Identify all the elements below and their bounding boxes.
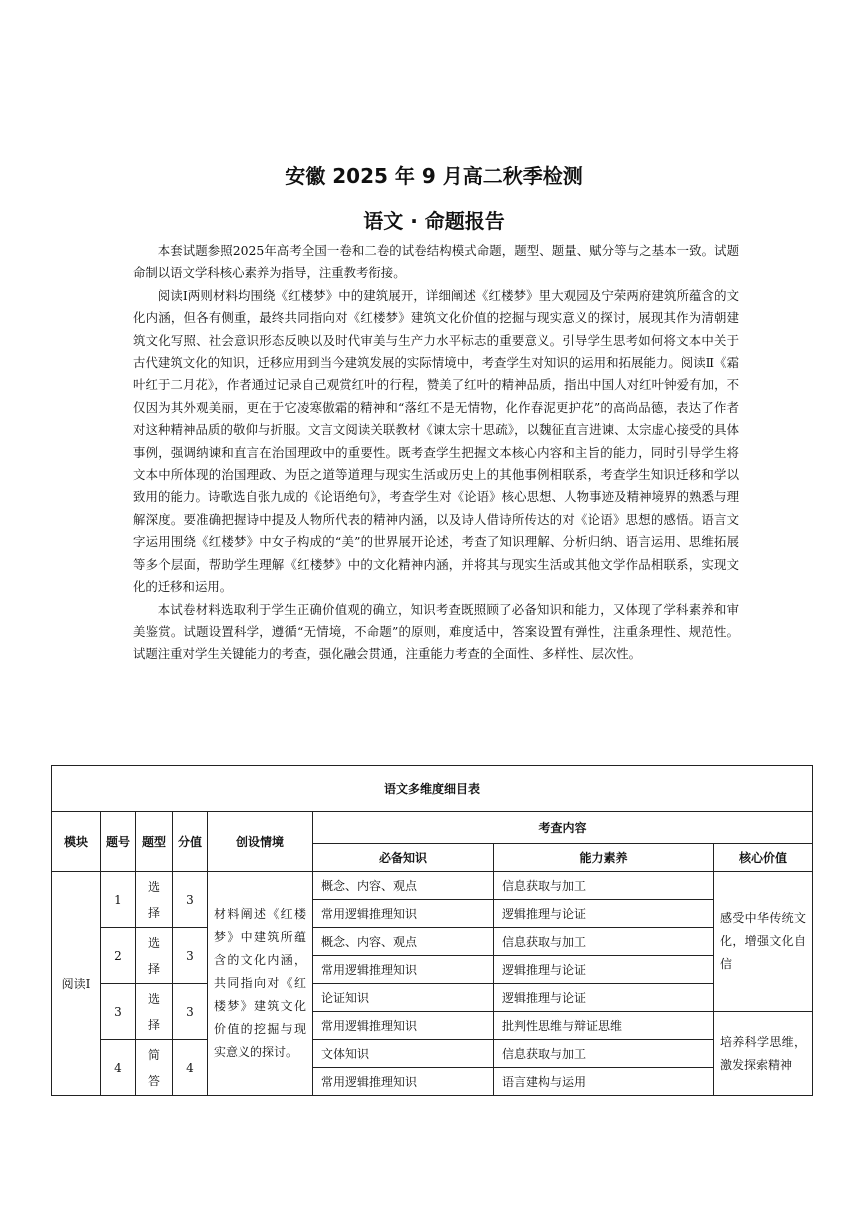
ability-cell: 信息获取与加工	[494, 928, 714, 956]
question-number: 4	[101, 1040, 136, 1096]
header-type: 题型	[136, 812, 173, 872]
table-row	[52, 928, 813, 956]
table-row	[52, 1040, 813, 1068]
knowledge-cell: 概念、内容、观点	[313, 928, 494, 956]
question-score: 4	[173, 1040, 208, 1096]
header-ability: 能力素养	[494, 844, 714, 872]
ability-cell: 逻辑推理与论证	[494, 956, 714, 984]
header-scenario: 创设情境	[208, 812, 313, 872]
knowledge-cell: 常用逻辑推理知识	[313, 1012, 494, 1040]
ability-cell: 逻辑推理与论证	[494, 900, 714, 928]
knowledge-cell: 常用逻辑推理知识	[313, 900, 494, 928]
scenario-cell: 材料阐述《红楼梦》中建筑所蕴含的文化内涵，共同指向对《红楼梦》建筑文化价值的挖掘与现实意义的探讨。	[208, 872, 313, 1096]
table-title: 语文多维度细目表	[52, 766, 813, 812]
ability-cell: 批判性思维与辩证思维	[494, 1012, 714, 1040]
knowledge-cell: 常用逻辑推理知识	[313, 1068, 494, 1096]
question-number: 1	[101, 872, 136, 928]
report-paragraph: 本试卷材料选取利于学生正确价值观的确立，知识考查既照顾了必备知识和能力，又体现了学科素养和审美鉴赏。试题设置科学，遵循“无情境，不命题”的原则，难度适中，答案设置有弹性，注重条理性、规范性。试题注重对学生关键能力的考查，强化融会贯通，注重能力考查的全面性、多样性、层次性。	[133, 601, 739, 662]
report-body	[133, 240, 739, 666]
header-content: 考查内容	[313, 812, 813, 844]
ability-cell: 信息获取与加工	[494, 872, 714, 900]
knowledge-cell: 文体知识	[313, 1040, 494, 1068]
module-cell: 阅读Ⅰ	[52, 872, 101, 1096]
table-row	[52, 984, 813, 1012]
question-number: 2	[101, 928, 136, 984]
report-paragraph: 阅读Ⅰ两则材料均围绕《红楼梦》中的建筑展开，详细阐述《红楼梦》里大观园及宁荣两府建筑所蕴含的文化内涵，但各有侧重，最终共同指向对《红楼梦》建筑文化价值的挖掘与现实意义的探讨，展现其作为清朝建筑文化写照、社会意识形态反映以及时代审美与生产力水平标志的重要意义。引导学生思考如何将文本中关于古代建筑文化的知识，迁移应用到当今建筑发展的实际情境中，考查学生对知识的运用和拓展能力。阅读Ⅱ《霜叶红于二月花》，作者通过记录自己观赏红叶的行程，赞美了红叶的精神品质，指出中国人对红叶钟爱有加，不仅因为其外观美丽，更在于它凌寒傲霜的精神和“落红不是无情物，化作春泥更护花”的高尚品德，表达了作者对这种精神品质的敬仰与折服。文言文阅读关联教材《谏太宗十思疏》，以魏征直言进谏、太宗虚心接受的具体事例，强调纳谏和直言在治国理政中的重要性。既考查学生把握文本核心内容和主旨的能力，同时引导学生将文本中所体现的治国理政、为臣之道等道理与现实生活或历史上的其他事例相联系，考查学生知识迁移和学以致用的能力。诗歌选自张九成的《论语绝句》，考查学生对《论语》核心思想、人物事迹及精神境界的熟悉与理解深度。要准确把握诗中提及人物所代表的精神内涵，以及诗人借诗所传达的对《论语》思想的感悟。语言文字运用围绕《红楼梦》中女子构成的“美”的世界展开论述，考查了知识理解、分析归纳、语言运用、思维拓展等多个层面，帮助学生理解《红楼梦》中的文化精神内涵，并将其与现实生活或其他文学作品相联系，实现文化的迁移和运用。	[133, 287, 739, 595]
header-number: 题号	[101, 812, 136, 872]
question-number: 3	[101, 984, 136, 1040]
question-type: 选择	[136, 984, 173, 1040]
document-subtitle: 语文 · 命题报告	[363, 209, 505, 233]
table-row	[52, 872, 813, 900]
question-type: 选择	[136, 928, 173, 984]
ability-cell: 逻辑推理与论证	[494, 984, 714, 1012]
ability-cell: 语言建构与运用	[494, 1068, 714, 1096]
question-score: 3	[173, 872, 208, 928]
question-type: 选择	[136, 872, 173, 928]
question-score: 3	[173, 984, 208, 1040]
knowledge-cell: 常用逻辑推理知识	[313, 956, 494, 984]
question-score: 3	[173, 928, 208, 984]
report-paragraph: 本套试题参照2025年高考全国一卷和二卷的试卷结构模式命题，题型、题量、赋分等与之基本一致。试题命制以语文学科核心素养为指导，注重教考衔接。	[133, 243, 739, 281]
header-score: 分值	[173, 812, 208, 872]
value-cell: 培养科学思维，激发探索精神	[714, 1012, 813, 1096]
ability-cell: 信息获取与加工	[494, 1040, 714, 1068]
knowledge-cell: 论证知识	[313, 984, 494, 1012]
header-knowledge: 必备知识	[313, 844, 494, 872]
document-title: 安徽 2025 年 9 月高二秋季检测	[285, 164, 583, 188]
header-module: 模块	[52, 812, 101, 872]
knowledge-cell: 概念、内容、观点	[313, 872, 494, 900]
value-cell: 感受中华传统文化，增强文化自信	[714, 872, 813, 1012]
detail-table	[51, 765, 813, 1096]
question-type: 简答	[136, 1040, 173, 1096]
header-value: 核心价值	[714, 844, 813, 872]
